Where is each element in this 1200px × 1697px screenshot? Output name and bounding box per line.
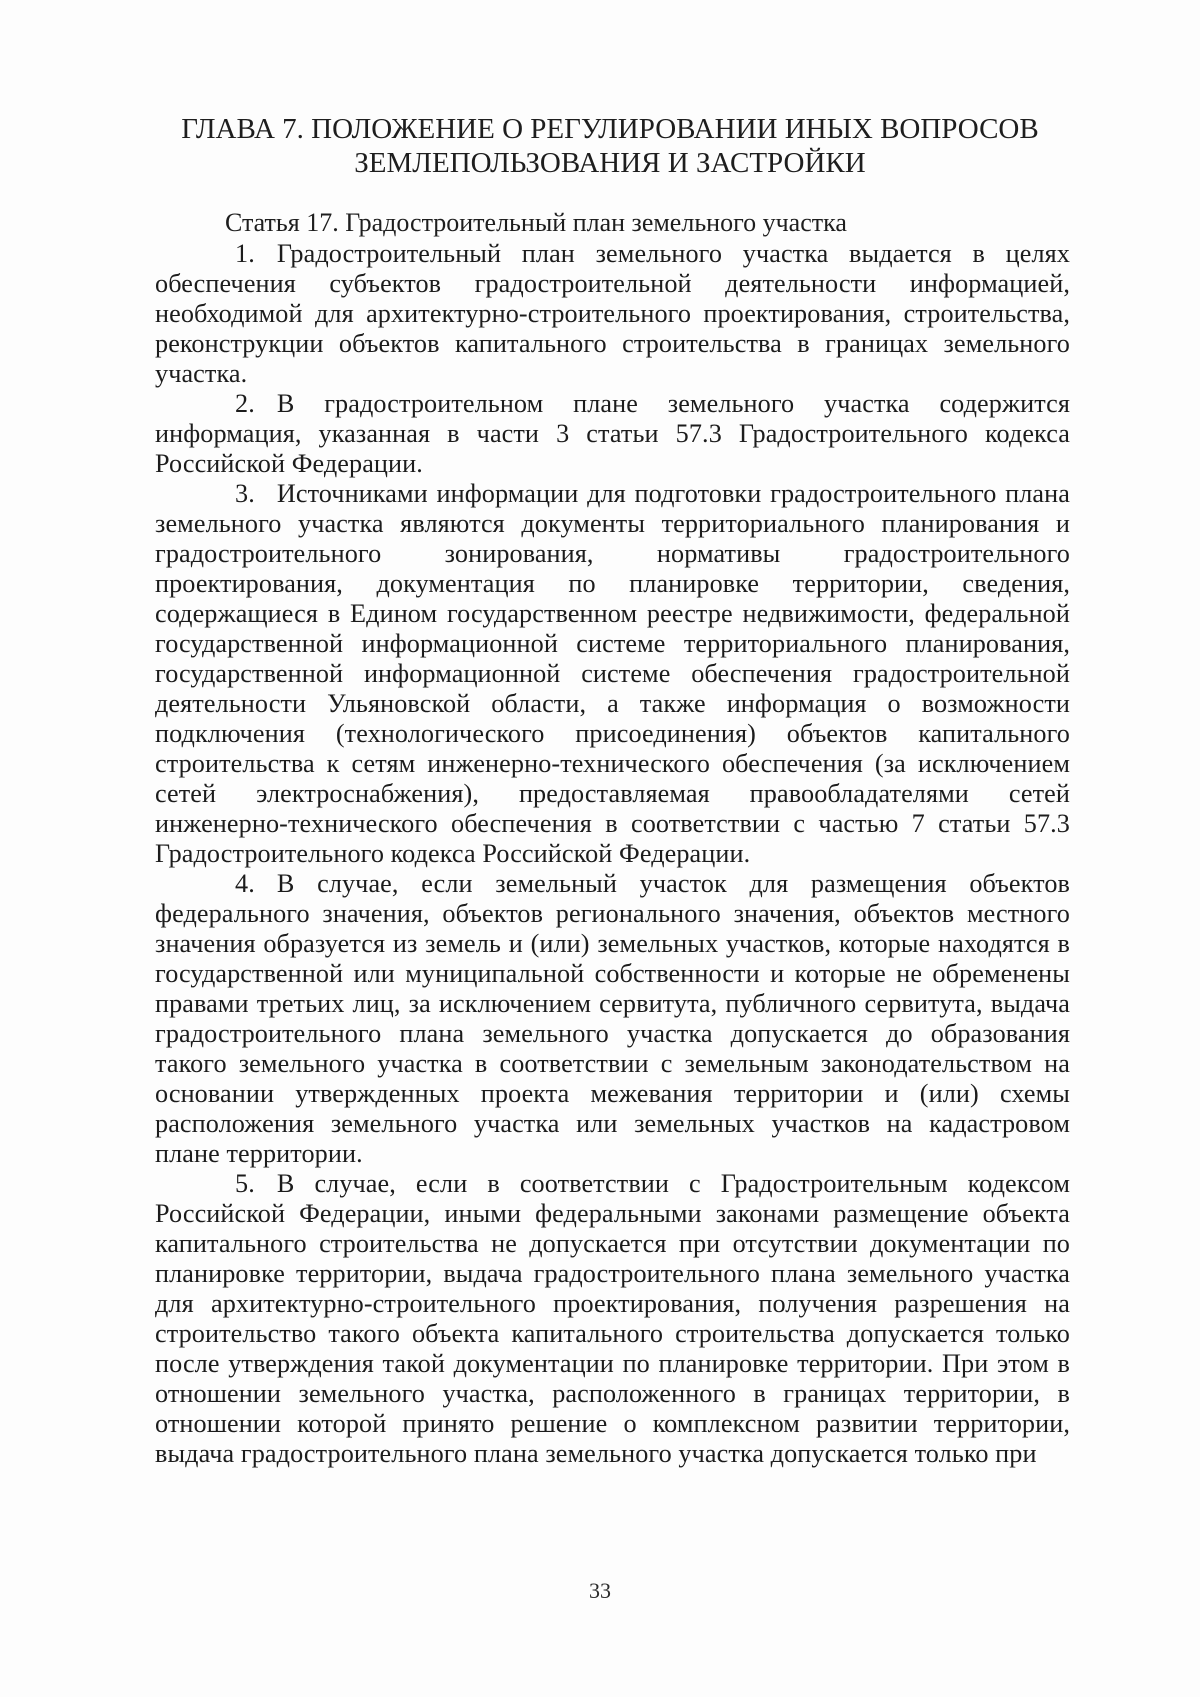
paragraph-3: [155, 479, 1070, 869]
paragraph-2: [155, 389, 1070, 479]
paragraph-number: 4.: [235, 869, 255, 898]
page-number: 33: [589, 1578, 611, 1603]
paragraph-text: В случае, если земельный участок для размещения объектов федерального значения, объектов регионального значения, объектов местного значения образуется из земель и (или) земельных участков, которые находятся в государственной или муниципальной собственности и которые не обременены правами третьих лиц, за исключением сервитута, публичного сервитута, выдача градостроительного плана земельного участка допускается до образования такого земельного участка в соответствии с земельным законодательством на основании утвержденных проекта межевания территории и (или) схемы расположения земельного участка или земельных участков на кадастровом плане территории.: [155, 869, 1070, 1168]
paragraph-number: 5.: [235, 1169, 255, 1198]
paragraph-1: [155, 239, 1070, 389]
paragraph-number: 3.: [235, 479, 255, 508]
chapter-title: ГЛАВА 7. ПОЛОЖЕНИЕ О РЕГУЛИРОВАНИИ ИНЫХ ВОПРОСОВ ЗЕМЛЕПОЛЬЗОВАНИЯ И ЗАСТРОЙКИ: [181, 113, 1039, 179]
paragraph-number: 2.: [235, 389, 255, 418]
paragraph-4: [155, 869, 1070, 1169]
paragraph-text: В случае, если в соответствии с Градостроительным кодексом Российской Федерации, иными федеральными законами размещение объекта капитального строительства не допускается при отсутствии документации по планировке территории, выдача градостроительного плана земельного участка для архитектурно-строительного проектирования, получения разрешения на строительство такого объекта капитального строительства допускается только после утверждения такой документации по планировке территории. При этом в отношении земельного участка, расположенного в границах территории, в отношении которой принято решение о комплексном развитии территории, выдача градостроительного плана земельного участка допускается только при: [155, 1169, 1070, 1468]
paragraph-text: Источниками информации для подготовки градостроительного плана земельного участка являются документы территориального планирования и градостроительного зонирования, нормативы градостроительного проектирования, документация по планировке территории, сведения, содержащиеся в Едином государственном реестре недвижимости, федеральной государственной информационной системе территориального планирования, государственной информационной системе обеспечения градостроительной деятельности Ульяновской области, а также информация о возможности подключения (технологического присоединения) объектов капитального строительства к сетям инженерно-технического обеспечения (за исключением сетей электроснабжения), предоставляемая правообладателями сетей инженерно-технического обеспечения в соответствии с частью 7 статьи 57.3 Градостроительного кодекса Российской Федерации.: [155, 479, 1070, 868]
paragraph-5: [155, 1169, 1070, 1469]
article-body: [155, 239, 1070, 1469]
article-title: Статья 17. Градостроительный план земельного участка: [225, 208, 847, 237]
paragraph-number: 1.: [235, 239, 255, 268]
paragraph-text: В градостроительном плане земельного участка содержится информация, указанная в части 3 статьи 57.3 Градостроительного кодекса Российской Федерации.: [155, 389, 1070, 478]
paragraph-text: Градостроительный план земельного участка выдается в целях обеспечения субъектов градостроительной деятельности информацией, необходимой для архитектурно-строительного проектирования, строительства, реконструкции объектов капитального строительства в границах земельного участка.: [155, 239, 1070, 388]
